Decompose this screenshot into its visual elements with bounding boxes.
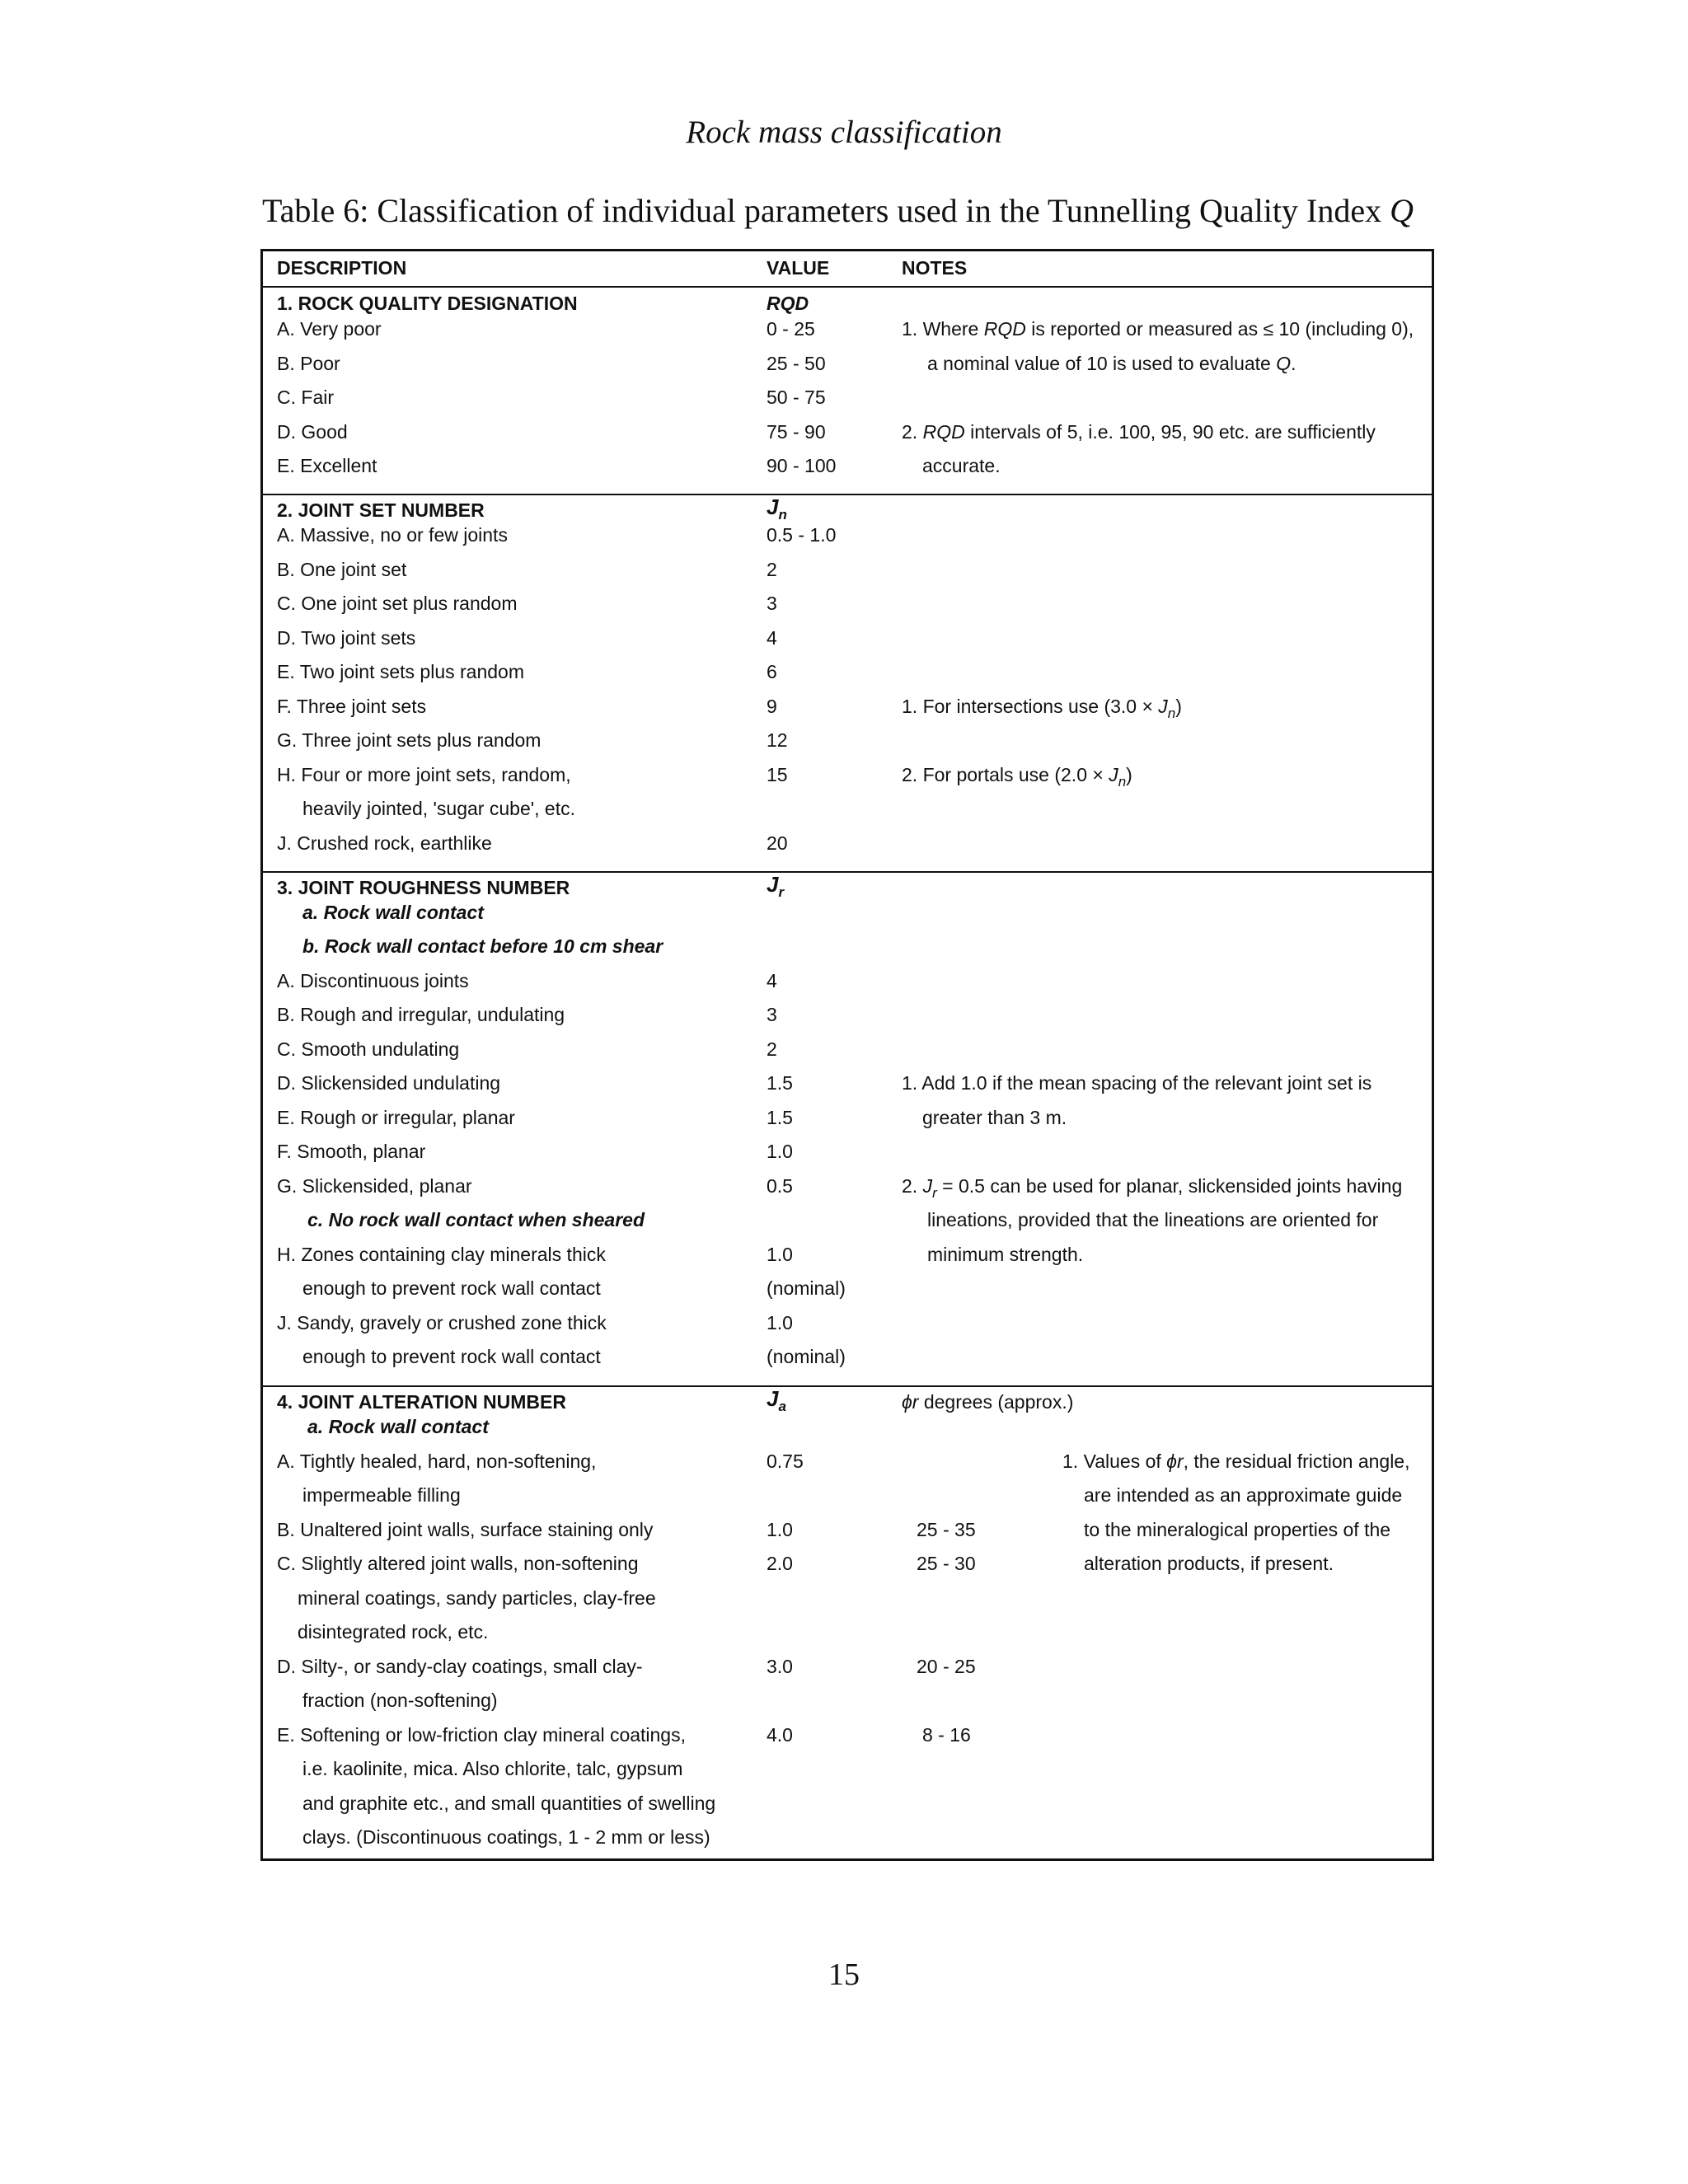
row-description: E. Softening or low-friction clay mineral coatings, <box>277 1724 686 1746</box>
row-description: E. Rough or irregular, planar <box>277 1107 515 1128</box>
note-line: 1. Add 1.0 if the mean spacing of the relevant joint set is <box>902 1072 1372 1094</box>
row-description: heavily jointed, 'sugar cube', etc. <box>302 798 575 819</box>
row-value: 0.5 <box>767 1175 793 1197</box>
row-description: F. Smooth, planar <box>277 1141 426 1162</box>
row-phi: 25 - 30 <box>917 1553 976 1574</box>
row-value: 25 - 50 <box>767 353 826 374</box>
row-value: 90 - 100 <box>767 455 837 476</box>
row-value: 1.0 <box>767 1244 793 1265</box>
row-description: G. Three joint sets plus random <box>277 729 542 751</box>
note-line: a nominal value of 10 is used to evaluate Q. <box>927 353 1296 374</box>
row-description: A. Very poor <box>277 318 382 340</box>
row-value: 3 <box>767 1004 777 1025</box>
q-parameters-table <box>260 249 1434 1861</box>
section-rqd <box>263 288 1432 495</box>
row-description: B. Rough and irregular, undulating <box>277 1004 565 1025</box>
note-line: 2. $J_r = 0.5$ can be used for planar, slickensided joints having <box>902 1175 1403 1201</box>
col-header-notes: NOTES <box>902 257 968 279</box>
section-title: 4. JOINT ALTERATION NUMBER <box>277 1391 566 1413</box>
section-joint-set-number <box>263 495 1432 873</box>
note-line: 1. Values of ϕr, the residual friction angle, <box>1062 1451 1410 1472</box>
row-value: 3 <box>767 593 777 614</box>
row-description: enough to prevent rock wall contact <box>302 1277 601 1299</box>
section-title: 1. ROCK QUALITY DESIGNATION <box>277 293 578 314</box>
note-line: lineations, provided that the lineations are oriented for <box>927 1209 1379 1230</box>
row-description: enough to prevent rock wall contact <box>302 1346 601 1367</box>
section-title: 2. JOINT SET NUMBER <box>277 499 485 521</box>
row-description: D. Silty-, or sandy-clay coatings, small clay- <box>277 1656 643 1677</box>
row-description: impermeable filling <box>302 1484 461 1506</box>
row-description: D. Slickensided undulating <box>277 1072 501 1094</box>
subheading: c. No rock wall contact when sheared <box>307 1209 645 1230</box>
row-value: 50 - 75 <box>767 387 826 408</box>
row-value: 12 <box>767 729 788 751</box>
running-header: Rock mass classification <box>686 115 1002 150</box>
row-description: C. Smooth undulating <box>277 1038 460 1060</box>
row-description: mineral coatings, sandy particles, clay-free <box>298 1587 656 1609</box>
section-symbol: $J_r$ <box>767 872 785 900</box>
table-header-row <box>263 251 1432 288</box>
row-description: E. Excellent <box>277 455 377 476</box>
caption-text: Table 6: Classification of individual parameters used in the Tunnelling Quality Index <box>262 192 1390 229</box>
row-value: 4 <box>767 627 777 649</box>
row-value: 2 <box>767 559 777 580</box>
row-description: B. Unaltered joint walls, surface staining only <box>277 1519 654 1540</box>
row-value: 75 - 90 <box>767 421 826 443</box>
row-value: 1.5 <box>767 1072 793 1094</box>
note-line: accurate. <box>922 455 1001 476</box>
row-value: (nominal) <box>767 1277 846 1299</box>
row-description: A. Massive, no or few joints <box>277 524 508 546</box>
subheading: a. Rock wall contact <box>307 1416 489 1437</box>
row-phi: 8 - 16 <box>922 1724 971 1746</box>
table-caption <box>262 191 1432 230</box>
row-description: J. Sandy, gravely or crushed zone thick <box>277 1312 607 1333</box>
section-symbol: $J_n$ <box>767 494 787 523</box>
section-symbol: $J_a$ <box>767 1386 786 1414</box>
row-description: clays. (Discontinuous coatings, 1 - 2 mm or less) <box>302 1826 710 1848</box>
note-line: are intended as an approximate guide <box>1084 1484 1403 1506</box>
row-description: G. Slickensided, planar <box>277 1175 472 1197</box>
row-description: F. Three joint sets <box>277 696 427 717</box>
row-description: C. Fair <box>277 387 334 408</box>
note-line: 1. Where RQD is reported or measured as ≤ 10 (including 0), <box>902 318 1414 340</box>
section-joint-roughness-number <box>263 873 1432 1387</box>
note-line: minimum strength. <box>927 1244 1084 1265</box>
row-description: D. Two joint sets <box>277 627 416 649</box>
note-line: alteration products, if present. <box>1084 1553 1334 1574</box>
row-value: 0.75 <box>767 1451 804 1472</box>
row-value: 0.5 - 1.0 <box>767 524 837 546</box>
note-line: 2. RQD intervals of 5, i.e. 100, 95, 90 etc. are sufficiently <box>902 421 1376 443</box>
row-value: 0 - 25 <box>767 318 815 340</box>
section-symbol: RQD <box>767 293 809 314</box>
row-description: B. Poor <box>277 353 340 374</box>
row-value: (nominal) <box>767 1346 846 1367</box>
row-description: H. Zones containing clay minerals thick <box>277 1244 606 1265</box>
row-description: fraction (non-softening) <box>302 1690 498 1711</box>
row-description: disintegrated rock, etc. <box>298 1621 489 1643</box>
col-header-value: VALUE <box>767 257 830 279</box>
row-description: C. Slightly altered joint walls, non-softening <box>277 1553 639 1574</box>
row-value: 4.0 <box>767 1724 793 1746</box>
row-value: 6 <box>767 661 777 682</box>
section-joint-alteration-number <box>263 1387 1432 1858</box>
caption-symbol: Q <box>1390 192 1414 229</box>
row-phi: 25 - 35 <box>917 1519 976 1540</box>
row-value: 2.0 <box>767 1553 793 1574</box>
row-value: 3.0 <box>767 1656 793 1677</box>
note-line: to the mineralogical properties of the <box>1084 1519 1391 1540</box>
row-phi: 20 - 25 <box>917 1656 976 1677</box>
row-description: i.e. kaolinite, mica. Also chlorite, talc, gypsum <box>302 1758 683 1779</box>
row-description: A. Tightly healed, hard, non-softening, <box>277 1451 597 1472</box>
row-description: D. Good <box>277 421 348 443</box>
row-value: 15 <box>767 764 788 785</box>
row-value: 1.0 <box>767 1519 793 1540</box>
subheading: a. Rock wall contact <box>302 902 484 923</box>
note-line: 2. For portals use $(2.0 \times J_n)$ <box>902 764 1132 790</box>
row-value: 4 <box>767 970 777 991</box>
row-description: A. Discontinuous joints <box>277 970 469 991</box>
page-number: 15 <box>828 1957 860 1992</box>
phi-column-header: ϕr degrees (approx.) <box>902 1391 1074 1413</box>
note-line: 1. For intersections use $(3.0 \times J_n)$ <box>902 696 1182 721</box>
section-title: 3. JOINT ROUGHNESS NUMBER <box>277 877 570 898</box>
row-description: J. Crushed rock, earthlike <box>277 832 492 854</box>
row-description: and graphite etc., and small quantities of swelling <box>302 1793 716 1814</box>
col-header-description: DESCRIPTION <box>277 257 407 279</box>
note-line: greater than 3 m. <box>922 1107 1067 1128</box>
row-value: 1.5 <box>767 1107 793 1128</box>
row-description: B. One joint set <box>277 559 407 580</box>
row-value: 1.0 <box>767 1312 793 1333</box>
row-value: 2 <box>767 1038 777 1060</box>
row-description: E. Two joint sets plus random <box>277 661 524 682</box>
row-description: C. One joint set plus random <box>277 593 518 614</box>
row-value: 9 <box>767 696 777 717</box>
subheading: b. Rock wall contact before 10 cm shear <box>302 935 663 957</box>
row-value: 1.0 <box>767 1141 793 1162</box>
row-value: 20 <box>767 832 788 854</box>
row-description: H. Four or more joint sets, random, <box>277 764 571 785</box>
